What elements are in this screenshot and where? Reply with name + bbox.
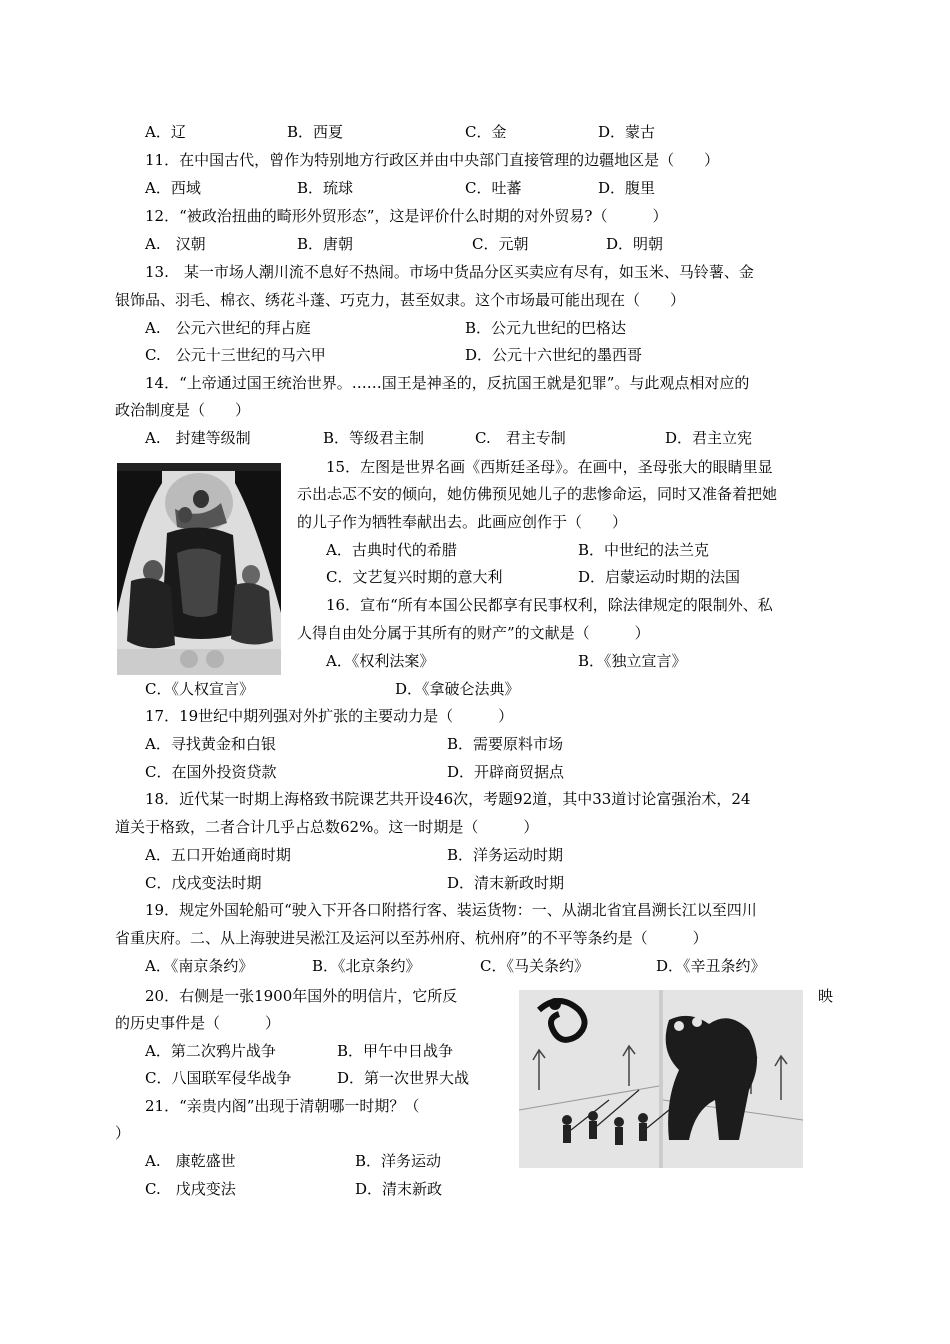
q13-option-a: A. 公元六世纪的拜占庭 [145,319,311,337]
q13-option-c: C. 公元十三世纪的马六甲 [145,346,326,364]
q15-option-c: C．文艺复兴时期的意大利 [326,568,503,586]
q19-stem-line2: 省重庆府。二、从上海驶进吴淞江及运河以至苏州府、杭州府”的不平等条约是（ ） [115,929,708,947]
q14-option-a: A. 封建等级制 [145,429,251,447]
q14-option-d: D．君主立宪 [665,429,753,447]
q14-stem-line1: 14．“上帝通过国王统治世界。……国王是神圣的，反抗国王就是犯罪”。与此观点相对应的 [145,374,750,392]
q19-option-b: B．《北京条约》 [312,957,421,975]
q19-option-a: A．《南京条约》 [145,957,254,975]
q11-stem: 11．在中国古代，曾作为特别地方行政区并由中央部门直接管理的边疆地区是（ ） [145,151,720,169]
q21-stem-line2: ） [115,1124,131,1142]
q12-option-c: C．元朝 [472,235,529,253]
q10-option-b: B．西夏 [287,123,344,141]
q15-stem-line2: 示出忐忑不安的倾向，她仿佛预见她儿子的悲惨命运，同时又准备着把她 [297,485,778,503]
q18-stem-line2: 道关于格致，二者合计几乎占总数62%。这一时期是（ ） [115,818,539,836]
q17-option-c: C．在国外投资贷款 [145,763,277,781]
q21-option-a: A. 康乾盛世 [145,1152,236,1170]
q19-option-d: D．《辛丑条约》 [656,957,766,975]
q20-option-c: C．八国联军侵华战争 [145,1069,292,1087]
q15-option-b: B．中世纪的法兰克 [578,541,710,559]
q18-stem-line1: 18．近代某一时期上海格致书院课艺共开设46次，考题92道，其中33道讨论富强治术，24 [145,790,751,808]
q16-option-a: A．《权利法案》 [326,652,435,670]
q16-option-c: C．《人权宣言》 [145,680,254,698]
q20-option-b: B．甲午中日战争 [337,1042,454,1060]
q12-option-a: A. 汉朝 [145,235,206,253]
q21-option-d: D．清末新政 [355,1180,443,1198]
q17-stem: 17．19世纪中期列强对外扩张的主要动力是（ ） [145,707,514,725]
q18-option-a: A．五口开始通商时期 [145,846,291,864]
q10-option-a: A．辽 [145,123,186,141]
q20-option-d: D．第一次世界大战 [337,1069,470,1087]
q20-stem-line1: 20．右侧是一张1900年国外的明信片，它所反 [145,987,458,1005]
q19-option-c: C．《马关条约》 [480,957,589,975]
q14-option-c: C. 君主专制 [475,429,566,447]
sistine-madonna-image [117,463,281,675]
q17-option-d: D．开辟商贸据点 [447,763,565,781]
q16-option-b: B．《独立宣言》 [578,652,687,670]
q17-option-a: A．寻找黄金和白银 [145,735,276,753]
q16-stem-line2: 人得自由处分属于其所有的财产”的文献是（ ） [297,624,650,642]
q21-option-c: C. 戊戌变法 [145,1180,236,1198]
q16-option-d: D．《拿破仑法典》 [395,680,520,698]
q20-option-a: A．第二次鸦片战争 [145,1042,276,1060]
q17-option-b: B．需要原料市场 [447,735,564,753]
q16-stem-line1: 16．宣布“所有本国公民都享有民事权利，除法律规定的限制外、私 [326,596,773,614]
q11-option-c: C．吐蕃 [465,179,522,197]
q19-stem-line1: 19．规定外国轮船可“驶入下开各口附搭行客、装运货物：一、从湖北省宜昌溯长江以至四川 [145,901,757,919]
q11-option-d: D．腹里 [598,179,656,197]
q18-option-d: D．清末新政时期 [447,874,565,892]
q13-stem-line2: 银饰品、羽毛、棉衣、绣花斗蓬、巧克力，甚至奴隶。这个市场最可能出现在（ ） [115,291,686,309]
q15-stem-line3: 的儿子作为牺牲奉献出去。此画应创作于（ ） [297,513,628,531]
q13-option-b: B．公元九世纪的巴格达 [465,319,627,337]
q20-stem-line1-tail: 映 [818,987,834,1005]
q21-option-b: B．洋务运动 [355,1152,442,1170]
q15-stem-line1: 15．左图是世界名画《西斯廷圣母》。在画中，圣母张大的眼睛里显 [326,458,773,476]
q12-option-d: D．明朝 [606,235,664,253]
q11-option-a: A．西域 [145,179,201,197]
q13-option-d: D．公元十六世纪的墨西哥 [465,346,643,364]
q10-option-d: D．蒙古 [598,123,656,141]
q20-stem-line2: 的历史事件是（ ） [115,1014,281,1032]
q11-option-b: B．琉球 [297,179,354,197]
q14-stem-line2: 政治制度是（ ） [115,401,251,419]
q10-option-c: C．金 [465,123,507,141]
q14-option-b: B．等级君主制 [323,429,425,447]
q15-option-d: D．启蒙运动时期的法国 [578,568,741,586]
q12-option-b: B．唐朝 [297,235,354,253]
q13-stem-line1: 13. 某一市场人潮川流不息好不热闹。市场中货品分区买卖应有尽有，如玉米、马铃薯、金 [145,263,754,281]
q18-option-c: C．戊戌变法时期 [145,874,262,892]
q21-stem-line1: 21．“亲贵内阁”出现于清朝哪一时期？（ [145,1097,420,1115]
q18-option-b: B．洋务运动时期 [447,846,564,864]
q12-stem: 12．“被政治扭曲的畸形外贸形态”，这是评价什么时期的对外贸易?（ ） [145,207,668,225]
postcard-1900-image [519,990,803,1168]
q15-option-a: A．古典时代的希腊 [326,541,457,559]
